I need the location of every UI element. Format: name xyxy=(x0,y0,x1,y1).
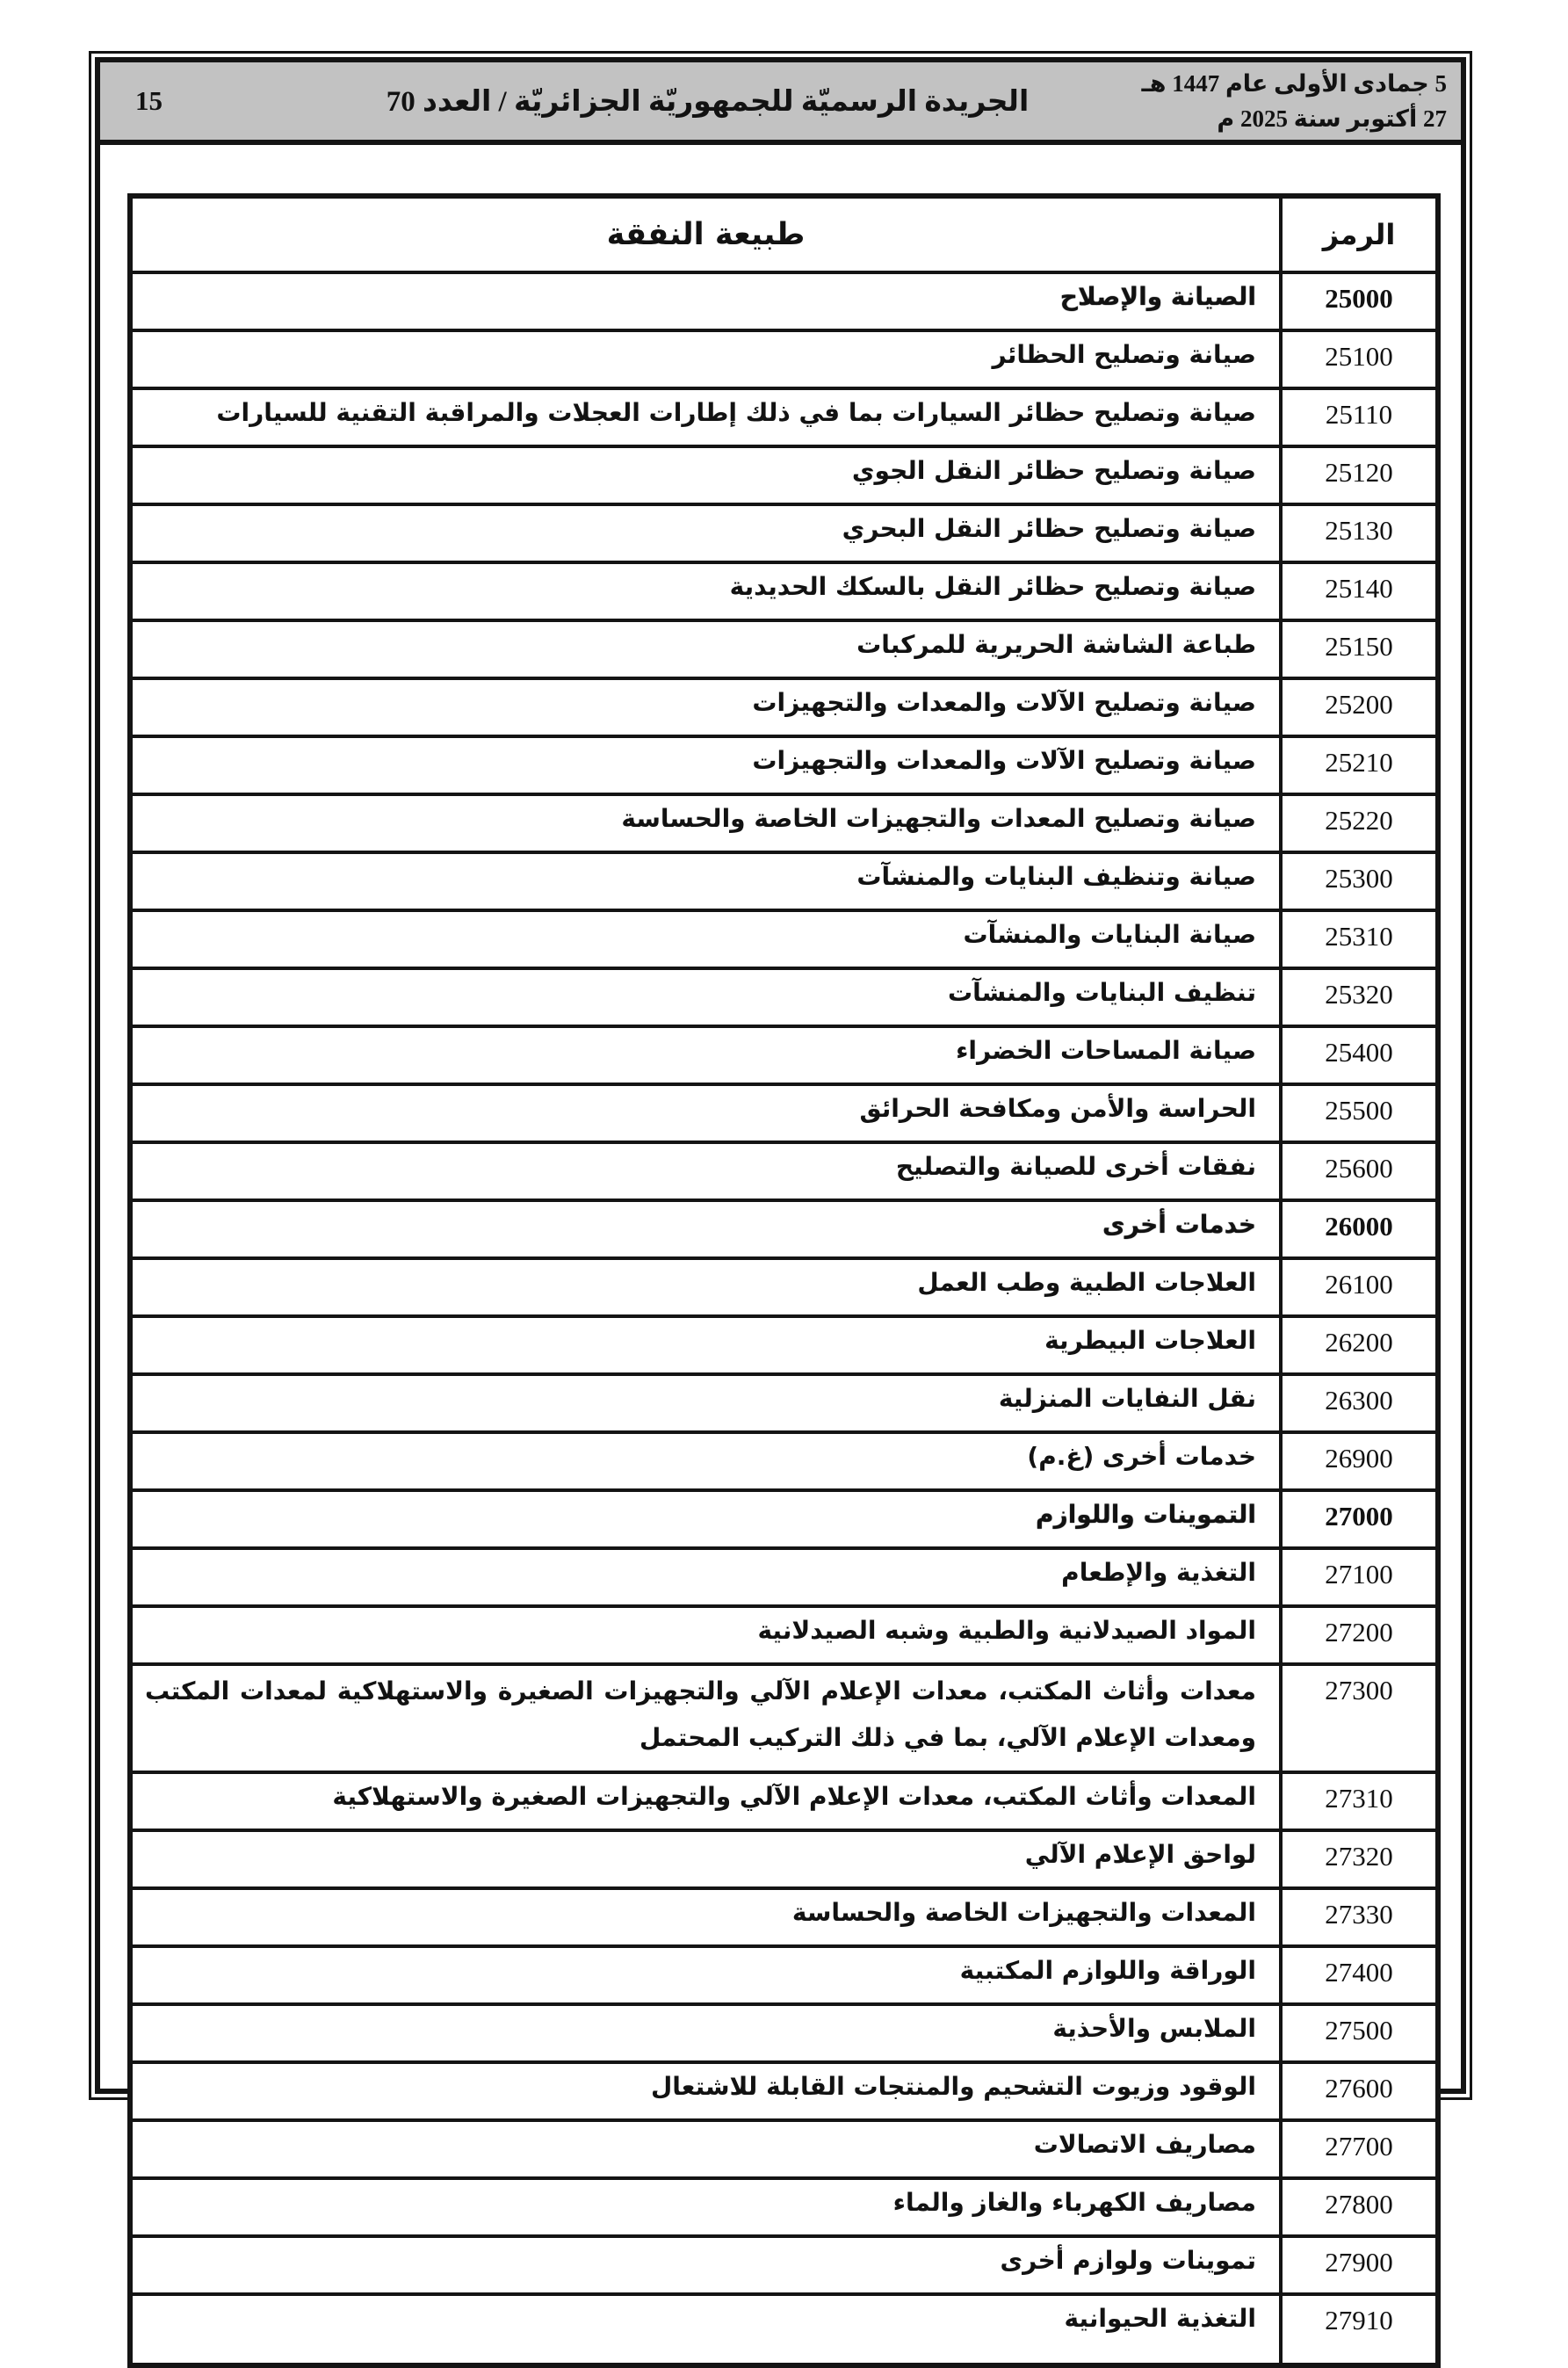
expense-code: 25320 xyxy=(1279,970,1435,1028)
expense-label: المعدات والتجهيزات الخاصة والحساسة xyxy=(133,1890,1279,1948)
expense-label: صيانة وتصليح حظائر النقل الجوي xyxy=(133,448,1279,506)
table-row xyxy=(133,390,1435,448)
expense-code: 25130 xyxy=(1279,506,1435,564)
expense-label: صيانة وتصليح المعدات والتجهيزات الخاصة والحساسة xyxy=(133,796,1279,854)
expense-label: تموينات ولوازم أخرى xyxy=(133,2238,1279,2296)
expense-label: صيانة وتصليح الحظائر xyxy=(133,332,1279,390)
table-row xyxy=(133,1948,1435,2006)
table-row xyxy=(133,796,1435,854)
expense-label: خدمات أخرى xyxy=(133,1202,1279,1260)
masthead xyxy=(100,62,1461,145)
expense-code: 27400 xyxy=(1279,1948,1435,2006)
expense-label: خدمات أخرى (غ.م) xyxy=(133,1434,1279,1492)
expense-label: صيانة وتصليح الآلات والمعدات والتجهيزات xyxy=(133,680,1279,738)
expense-label: الحراسة والأمن ومكافحة الحرائق xyxy=(133,1086,1279,1144)
table-row xyxy=(133,1318,1435,1376)
expense-label: صيانة وتنظيف البنايات والمنشآت xyxy=(133,854,1279,912)
expense-label: التغذية الحيوانية xyxy=(1064,2304,1256,2333)
expense-code: 26200 xyxy=(1279,1318,1435,1376)
table-row xyxy=(133,332,1435,390)
date-hijri: 5 جمادى الأولى عام 1447 هـ xyxy=(1141,70,1447,97)
expense-code: 27800 xyxy=(1279,2180,1435,2238)
page-number: 15 xyxy=(135,85,163,116)
expense-label: معدات وأثاث المكتب، معدات الإعلام الآلي والتجهيزات الصغيرة والاستهلاكية لمعدات المكتب ومعدات الإعلام الآلي، بما في ذلك التركيب المحتمل xyxy=(133,1666,1279,1774)
expense-code: 27300 xyxy=(1279,1666,1435,1774)
expense-code: 27310 xyxy=(1279,1774,1435,1832)
expense-code: 25220 xyxy=(1279,796,1435,854)
expense-label: مصاريف الاتصالات xyxy=(133,2122,1279,2180)
expense-label: صيانة وتصليح حظائر النقل البحري xyxy=(133,506,1279,564)
expense-label: مصاريف الكهرباء والغاز والماء xyxy=(133,2180,1279,2238)
expense-code: 25110 xyxy=(1279,390,1435,448)
table-row xyxy=(133,1202,1435,1260)
table-row xyxy=(133,1666,1435,1774)
expense-code: 25120 xyxy=(1279,448,1435,506)
expense-label: صيانة وتصليح حظائر النقل بالسكك الحديدية xyxy=(133,564,1279,622)
expense-label: صيانة البنايات والمنشآت xyxy=(133,912,1279,970)
table-row xyxy=(133,738,1435,796)
table-row xyxy=(133,448,1435,506)
expense-code: 27330 xyxy=(1279,1890,1435,1948)
expense-code: 27910 xyxy=(1279,2296,1435,2363)
expense-label: صيانة وتصليح حظائر السيارات بما في ذلك إطارات العجلات والمراقبة التقنية للسيارات xyxy=(133,390,1279,448)
table-row xyxy=(133,1492,1435,1550)
table-row xyxy=(133,1434,1435,1492)
table-row xyxy=(133,2006,1435,2064)
table-row xyxy=(133,1144,1435,1202)
expense-code: 25100 xyxy=(1279,332,1435,390)
table-row xyxy=(133,1550,1435,1608)
expense-label: الملابس والأحذية xyxy=(133,2006,1279,2064)
expense-label: نفقات أخرى للصيانة والتصليح xyxy=(133,1144,1279,1202)
expense-code: 27900 xyxy=(1279,2238,1435,2296)
expense-code: 26000 xyxy=(1279,1202,1435,1260)
expense-label: التغذية والإطعام xyxy=(133,1550,1279,1608)
gazette-title: الجريدة الرسميّة للجمهوريّة الجزائريّة / العدد 70 xyxy=(386,86,1030,118)
expense-code: 26100 xyxy=(1279,1260,1435,1318)
expense-table-body xyxy=(133,274,1435,2363)
page-frame xyxy=(89,51,1472,2335)
expense-label: تنظيف البنايات والمنشآت xyxy=(133,970,1279,1028)
table-row xyxy=(133,1260,1435,1318)
expense-code: 27700 xyxy=(1279,2122,1435,2180)
table-row xyxy=(133,1832,1435,1890)
expense-code: 25600 xyxy=(1279,1144,1435,1202)
expense-label: صيانة المساحات الخضراء xyxy=(133,1028,1279,1086)
table-row xyxy=(133,854,1435,912)
expense-label: الوراقة واللوازم المكتبية xyxy=(133,1948,1279,2006)
expense-codes-table xyxy=(127,193,1441,2368)
expense-label: العلاجات البيطرية xyxy=(133,1318,1279,1376)
table-row xyxy=(133,1376,1435,1434)
table-row xyxy=(133,680,1435,738)
expense-label: صيانة وتصليح الآلات والمعدات والتجهيزات xyxy=(133,738,1279,796)
expense-label: الصيانة والإصلاح xyxy=(133,274,1279,332)
expense-code: 25400 xyxy=(1279,1028,1435,1086)
table-row xyxy=(133,564,1435,622)
expense-label: المواد الصيدلانية والطبية وشبه الصيدلانية xyxy=(133,1608,1279,1666)
expense-code: 25310 xyxy=(1279,912,1435,970)
table-row xyxy=(133,2296,1435,2363)
table-row xyxy=(133,912,1435,970)
column-header-code: الرمز xyxy=(1279,199,1435,274)
table-row xyxy=(133,2122,1435,2180)
expense-label: المعدات وأثاث المكتب، معدات الإعلام الآلي والتجهيزات الصغيرة والاستهلاكية xyxy=(133,1774,1279,1832)
expense-code: 25300 xyxy=(1279,854,1435,912)
table-row xyxy=(133,1028,1435,1086)
expense-code: 27100 xyxy=(1279,1550,1435,1608)
expense-label: التموينات واللوازم xyxy=(133,1492,1279,1550)
expense-code: 26900 xyxy=(1279,1434,1435,1492)
table-row xyxy=(133,2180,1435,2238)
expense-code: 25500 xyxy=(1279,1086,1435,1144)
expense-label: نقل النفايات المنزلية xyxy=(133,1376,1279,1434)
expense-code: 27000 xyxy=(1279,1492,1435,1550)
table-row xyxy=(133,1086,1435,1144)
expense-code: 25140 xyxy=(1279,564,1435,622)
table-row xyxy=(133,970,1435,1028)
table-row xyxy=(133,622,1435,680)
date-gregorian: 27 أكتوبر سنة 2025 م xyxy=(1217,105,1447,132)
table-row xyxy=(133,1774,1435,1832)
issue-dates xyxy=(1141,66,1461,136)
expense-code: 25210 xyxy=(1279,738,1435,796)
expense-code: 27500 xyxy=(1279,2006,1435,2064)
expense-code: 27200 xyxy=(1279,1608,1435,1666)
expense-code: 25000 xyxy=(1279,274,1435,332)
table-row xyxy=(133,274,1435,332)
table-row xyxy=(133,2238,1435,2296)
table-row xyxy=(133,2064,1435,2122)
table-header-row xyxy=(133,199,1435,274)
column-header-nature: طبيعة النفقة xyxy=(133,199,1279,274)
table-row xyxy=(133,1890,1435,1948)
expense-code: 25150 xyxy=(1279,622,1435,680)
page-frame-inner xyxy=(95,57,1466,2335)
expense-label: لواحق الإعلام الآلي xyxy=(133,1832,1279,1890)
expense-code: 26300 xyxy=(1279,1376,1435,1434)
expense-label: طباعة الشاشة الحريرية للمركبات xyxy=(133,622,1279,680)
expense-label: العلاجات الطبية وطب العمل xyxy=(133,1260,1279,1318)
expense-code: 27600 xyxy=(1279,2064,1435,2122)
expense-code: 27320 xyxy=(1279,1832,1435,1890)
expense-label: الوقود وزيوت التشحيم والمنتجات القابلة للاشتعال xyxy=(133,2064,1279,2122)
table-row xyxy=(133,506,1435,564)
expense-code: 25200 xyxy=(1279,680,1435,738)
table-row xyxy=(133,1608,1435,1666)
